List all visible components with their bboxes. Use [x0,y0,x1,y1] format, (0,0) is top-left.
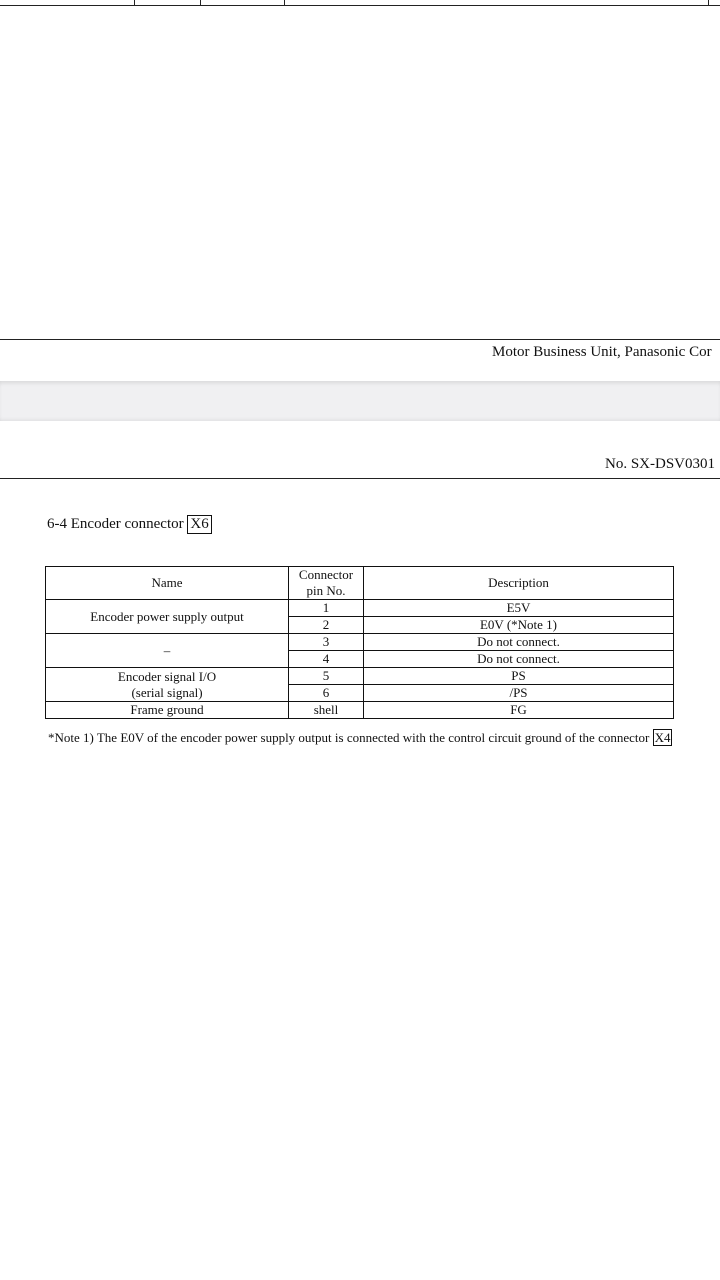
page-gap [0,381,720,421]
table-row [46,600,674,617]
table-header-row [46,567,674,600]
description-cell: PS [364,668,674,685]
document-number: No. SX-DSV0301 [605,456,716,472]
footer-rule [0,339,720,340]
group-name [46,668,289,702]
pin-cell: 1 [289,600,364,617]
header-pin-line2: pin No. [306,583,346,598]
header-description: Description [364,567,674,600]
pin-cell: 2 [289,617,364,634]
description-cell: E0V (*Note 1) [364,617,674,634]
pin-cell: 4 [289,651,364,668]
table-row [46,668,674,685]
header-rule [0,478,720,479]
group-name: Encoder power supply output [46,600,289,634]
previous-table-edge [0,0,720,7]
description-cell: FG [364,702,674,719]
header-pin [289,567,364,600]
encoder-connector-table [45,566,674,719]
description-cell: /PS [364,685,674,702]
footnote-connector-box: X4 [654,730,671,745]
section-title [47,515,212,534]
group-name: Frame ground [46,702,289,719]
footnote [48,729,672,746]
section-title-text: 6-4 Encoder connector [47,516,184,532]
group-name-line2: (serial signal) [131,684,203,700]
footer-company: Motor Business Unit, Panasonic Cor [492,344,712,360]
table-row [46,702,674,719]
table-row [46,634,674,651]
group-name-line1: Encoder signal I/O [117,668,217,684]
connector-label-box: X6 [187,515,211,534]
header-pin-line1: Connector [298,567,354,582]
pin-cell: 5 [289,668,364,685]
description-cell: E5V [364,600,674,617]
pin-cell: shell [289,702,364,719]
header-name: Name [46,567,289,600]
description-cell: Do not connect. [364,651,674,668]
group-name: – [46,634,289,668]
pin-cell: 6 [289,685,364,702]
pin-cell: 3 [289,634,364,651]
footnote-text: *Note 1) The E0V of the encoder power supply output is connected with the control circuit ground of the connector [48,730,650,745]
description-cell: Do not connect. [364,634,674,651]
